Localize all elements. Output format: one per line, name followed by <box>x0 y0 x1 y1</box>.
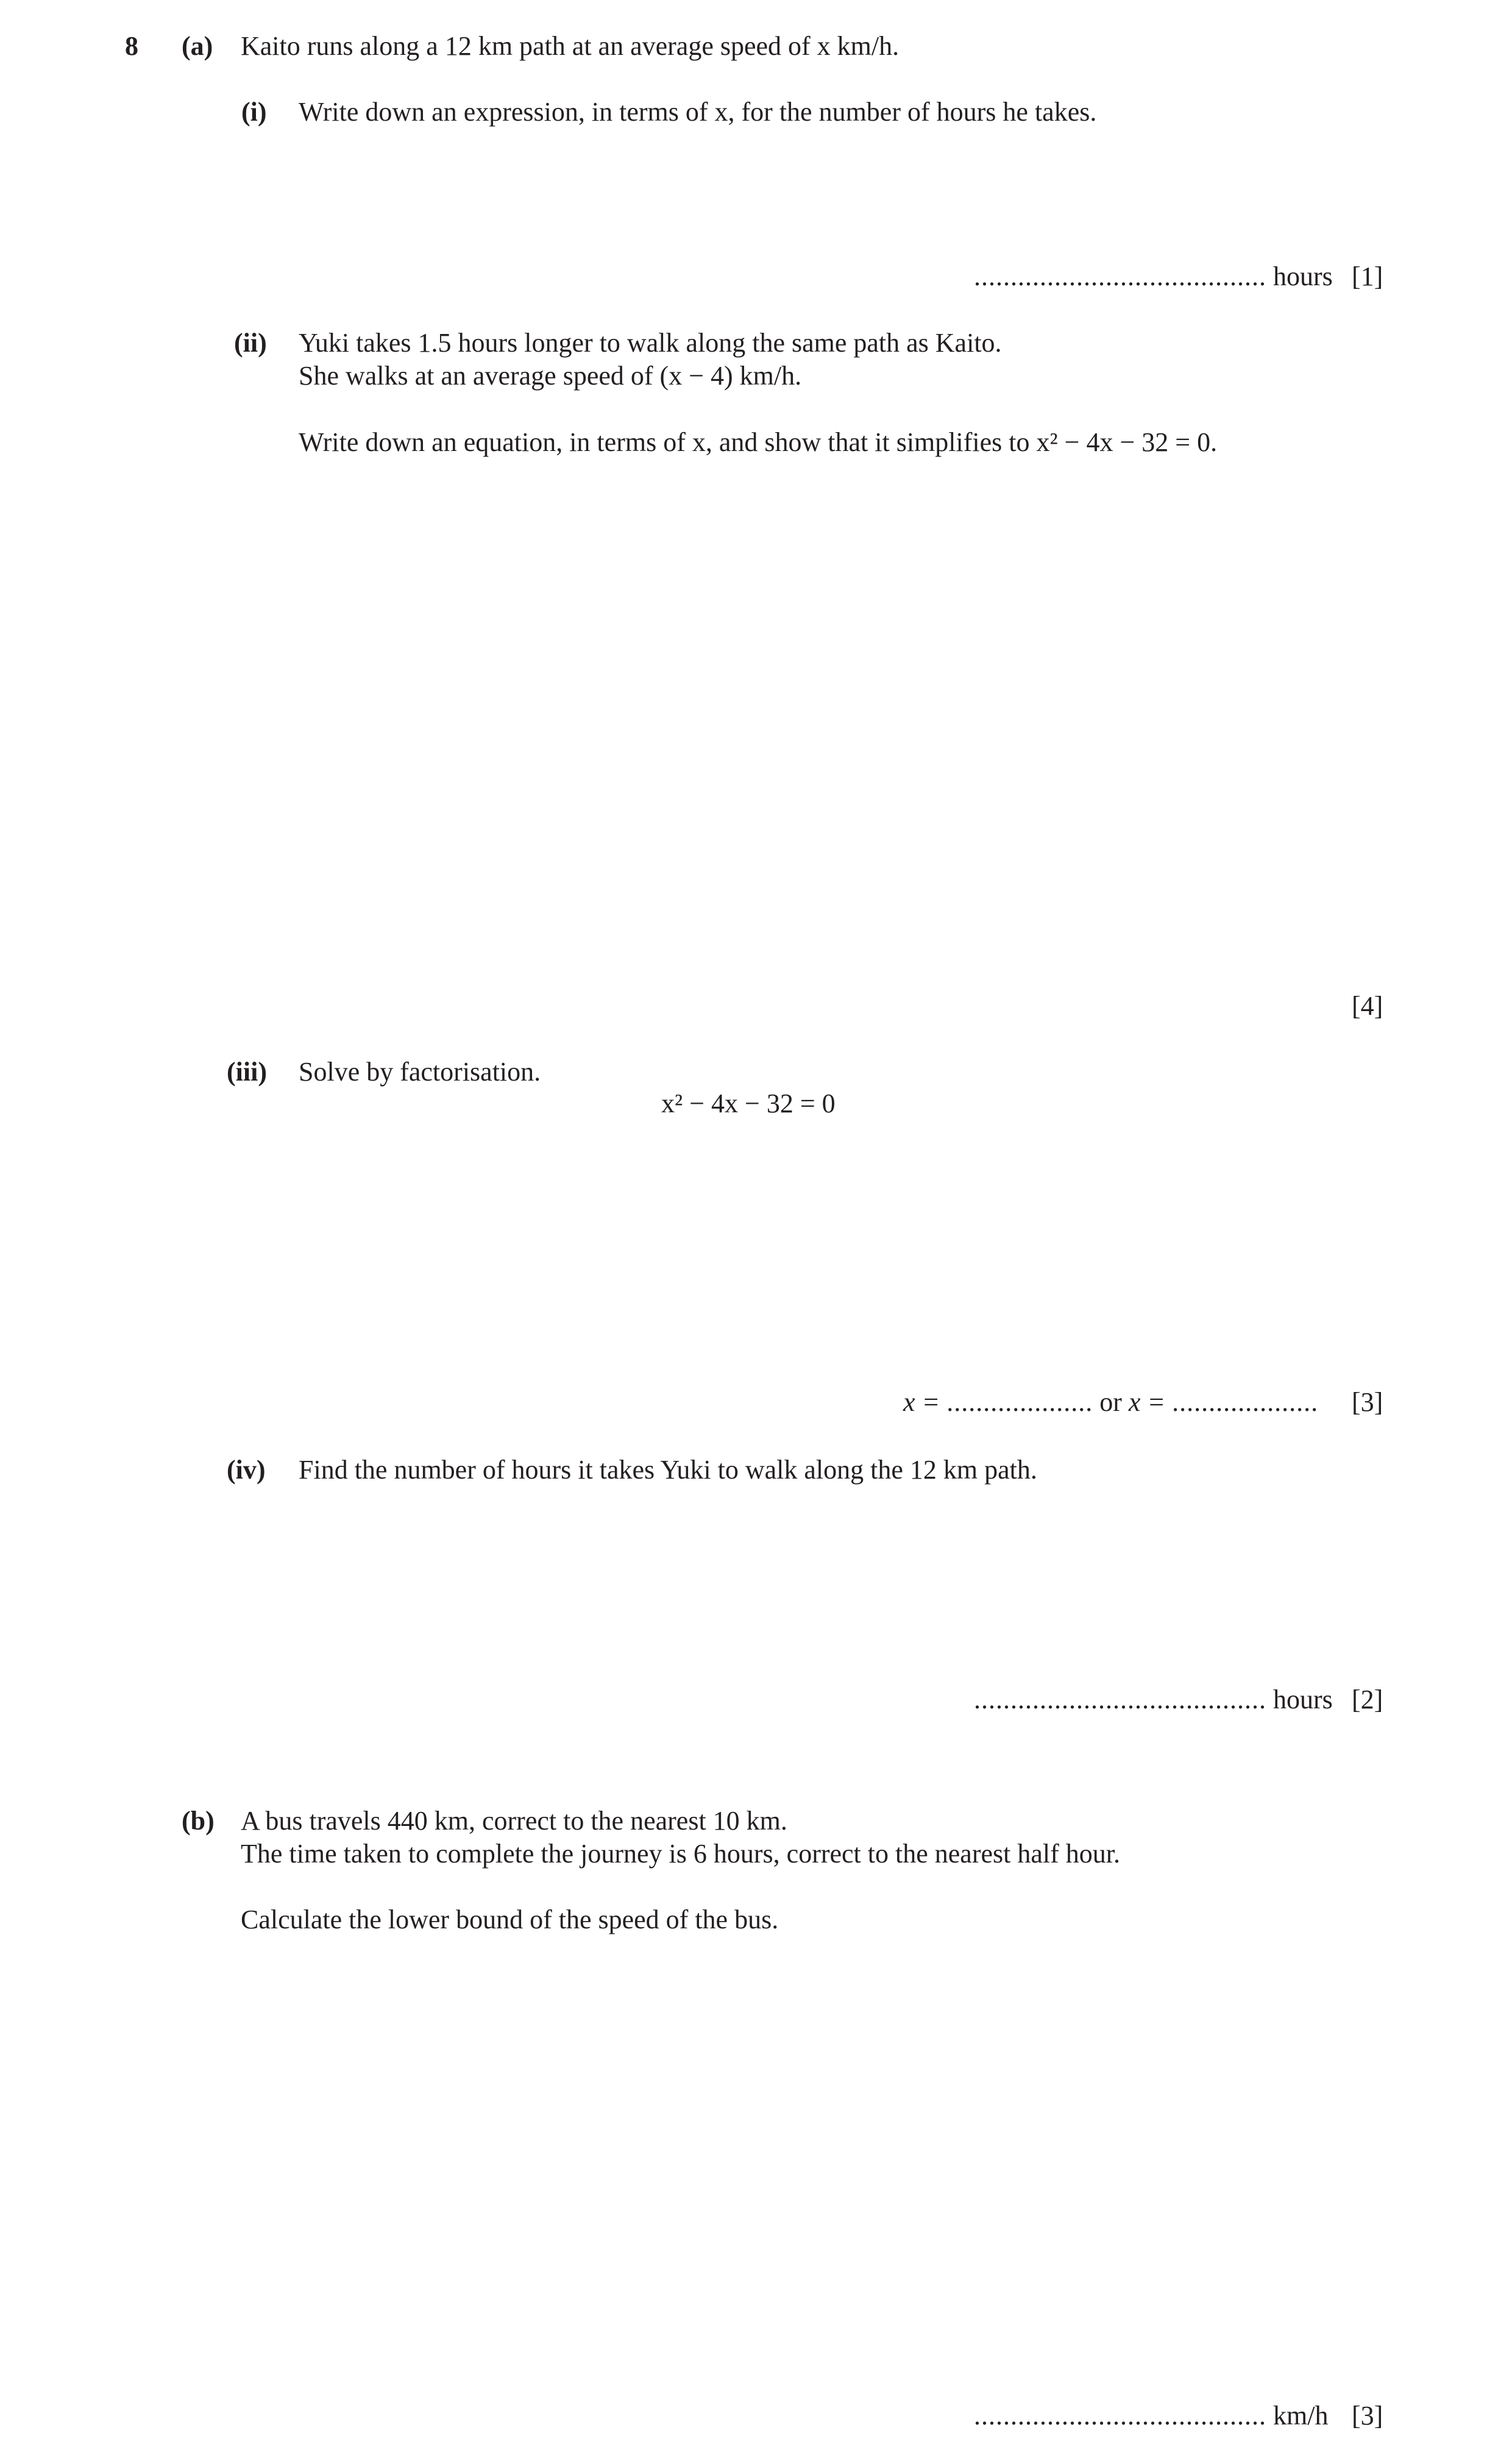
answer-or: or <box>1099 1387 1122 1417</box>
part-b-label: (b) <box>182 1806 215 1836</box>
part-a-iv-answer-line[interactable] <box>974 1684 1333 1716</box>
part-b-answer-line[interactable] <box>974 2400 1328 2432</box>
answer-dots-1[interactable]: .................... <box>946 1387 1093 1417</box>
part-a-i-text: Write down an expression, in terms of x, for the number of hours he takes. <box>299 97 1097 127</box>
part-a-i-label: (i) <box>241 97 267 127</box>
answer-x2-label: x = <box>1128 1387 1166 1417</box>
part-a-label: (a) <box>182 31 213 61</box>
part-a-iii-text: Solve by factorisation. <box>299 1057 541 1087</box>
part-a-stem <box>241 30 899 63</box>
question-number: 8 <box>125 31 138 61</box>
part-a-ii-line3: Write down an equation, in terms of x, and show that it simplifies to x² − 4x − 32 = 0. <box>299 427 1218 457</box>
answer-dots-2[interactable]: .................... <box>1172 1387 1319 1417</box>
answer-dots[interactable]: ........................................ <box>974 261 1266 291</box>
part-a-iv-marks: [2] <box>1352 1685 1383 1714</box>
part-a-iii-equation: x² − 4x − 32 = 0 <box>661 1088 836 1118</box>
part-a-ii-line2: She walks at an average speed of (x − 4) km/h. <box>299 361 802 391</box>
answer-dots[interactable]: ........................................ <box>974 1685 1266 1714</box>
part-a-i-answer-line[interactable] <box>974 261 1333 293</box>
answer-x1-label: x = <box>903 1387 940 1417</box>
part-a-iii-answer-line[interactable] <box>903 1387 1318 1419</box>
part-a-iv-text: Find the number of hours it takes Yuki to walk along the 12 km path. <box>299 1455 1037 1485</box>
part-a-iii-marks: [3] <box>1352 1387 1383 1417</box>
part-b-line2: The time taken to complete the journey is 6 hours, correct to the nearest half hour. <box>241 1839 1120 1869</box>
part-a-iii-label: (iii) <box>227 1057 267 1087</box>
part-a-i-marks: [1] <box>1352 261 1383 291</box>
part-a-ii-label: (ii) <box>234 328 267 358</box>
part-a-iv-label: (iv) <box>227 1455 266 1485</box>
part-b-line1: A bus travels 440 km, correct to the nearest 10 km. <box>241 1806 787 1836</box>
answer-unit: hours <box>1273 1685 1333 1714</box>
answer-unit: hours <box>1273 261 1333 291</box>
answer-unit: km/h <box>1273 2401 1329 2431</box>
part-b-line3: Calculate the lower bound of the speed of the bus. <box>241 1905 779 1934</box>
part-a-ii-marks: [4] <box>1352 991 1383 1021</box>
part-a-stem-text: Kaito runs along a 12 km path at an average speed of x km/h. <box>241 31 900 61</box>
part-a-ii-line1: Yuki takes 1.5 hours longer to walk along the same path as Kaito. <box>299 328 1002 358</box>
part-b-marks: [3] <box>1352 2401 1383 2431</box>
answer-dots[interactable]: ........................................ <box>974 2401 1266 2431</box>
